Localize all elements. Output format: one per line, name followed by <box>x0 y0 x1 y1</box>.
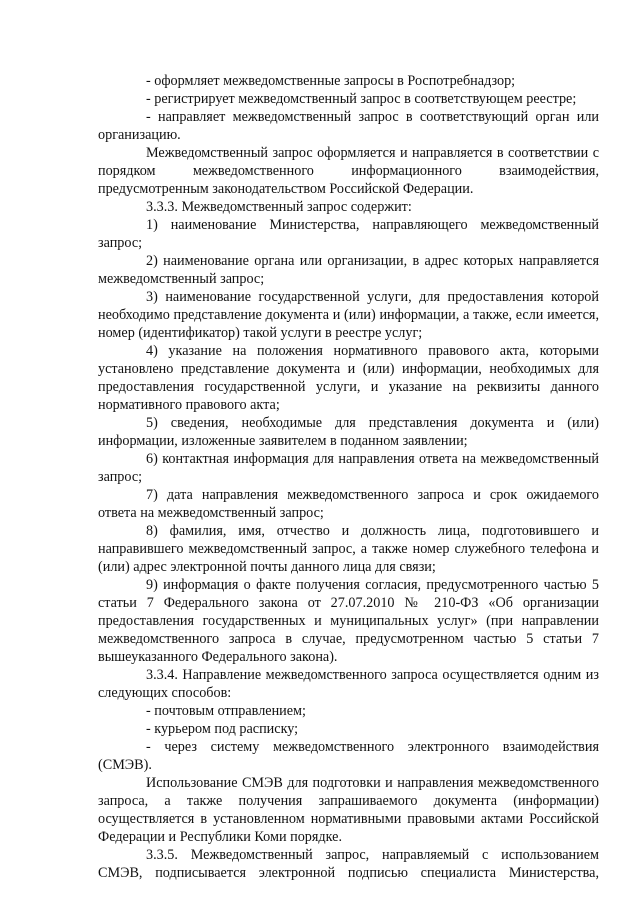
list-item: - направляет межведомственный запрос в соответствующий орган или организацию. <box>98 109 599 143</box>
paragraph: 3.3.4. Направление межведомственного запроса осуществляется одним из следующих способов: <box>98 667 599 701</box>
list-item: 3) наименование государственной услуги, для предоставления которой необходимо представление документа и (или) информации, а также, если имеется, номер (идентификатор) такой услуги в реестре услуг; <box>98 289 599 341</box>
list-item: 4) указание на положения нормативного правового акта, которыми установлено представление документа и (или) информации, необходимых для предоставления государственной услуги, и указание на реквизиты данного нормативного правового акта; <box>98 343 599 413</box>
list-item: 5) сведения, необходимые для представления документа и (или) информации, изложенные заявителем в поданном заявлении; <box>98 415 599 449</box>
list-item: - регистрирует межведомственный запрос в соответствующем реестре; <box>146 91 577 107</box>
paragraph: Межведомственный запрос оформляется и направляется в соответствии с порядком межведомственного информационного взаимодействия, предусмотренным законодательством Российской Федерации. <box>98 145 599 197</box>
list-item: 9) информация о факте получения согласия, предусмотренного частью 5 статьи 7 Федерального закона от 27.07.2010 № 210-ФЗ «Об организации предоставления государственных и муниципальных услуг» (при направлении межведомственного запроса в случае, предусмотренном частью 5 статьи 7 вышеуказанного Федерального закона). <box>98 577 599 665</box>
list-item: - оформляет межведомственные запросы в Роспотребнадзор; <box>146 73 516 89</box>
list-item: 6) контактная информация для направления ответа на межведомственный запрос; <box>98 451 599 485</box>
paragraph: 3.3.5. Межведомственный запрос, направляемый с использованием СМЭВ, подписывается электронной подписью специалиста Министерства, <box>98 847 599 881</box>
list-item: 8) фамилия, имя, отчество и должность лица, подготовившего и направившего межведомственный запрос, а также номер служебного телефона и (или) адрес электронной почты данного лица для связи; <box>98 523 599 575</box>
list-item: 2) наименование органа или организации, в адрес которых направляется межведомственный запрос; <box>98 253 599 287</box>
list-item: - почтовым отправлением; <box>146 703 306 719</box>
list-item: - через систему межведомственного электронного взаимодействия (СМЭВ). <box>98 739 599 773</box>
section-heading: 3.3.3. Межведомственный запрос содержит: <box>146 199 412 215</box>
paragraph: Использование СМЭВ для подготовки и направления межведомственного запроса, а также получения запрашиваемого документа (информации) осуществляется в установленном нормативными правовыми актами Российской Федерации и Республики Коми порядке. <box>98 775 599 845</box>
list-item: 7) дата направления межведомственного запроса и срок ожидаемого ответа на межведомственный запрос; <box>98 487 599 521</box>
list-item: - курьером под расписку; <box>146 721 299 737</box>
list-item: 1) наименование Министерства, направляющего межведомственный запрос; <box>98 217 599 251</box>
